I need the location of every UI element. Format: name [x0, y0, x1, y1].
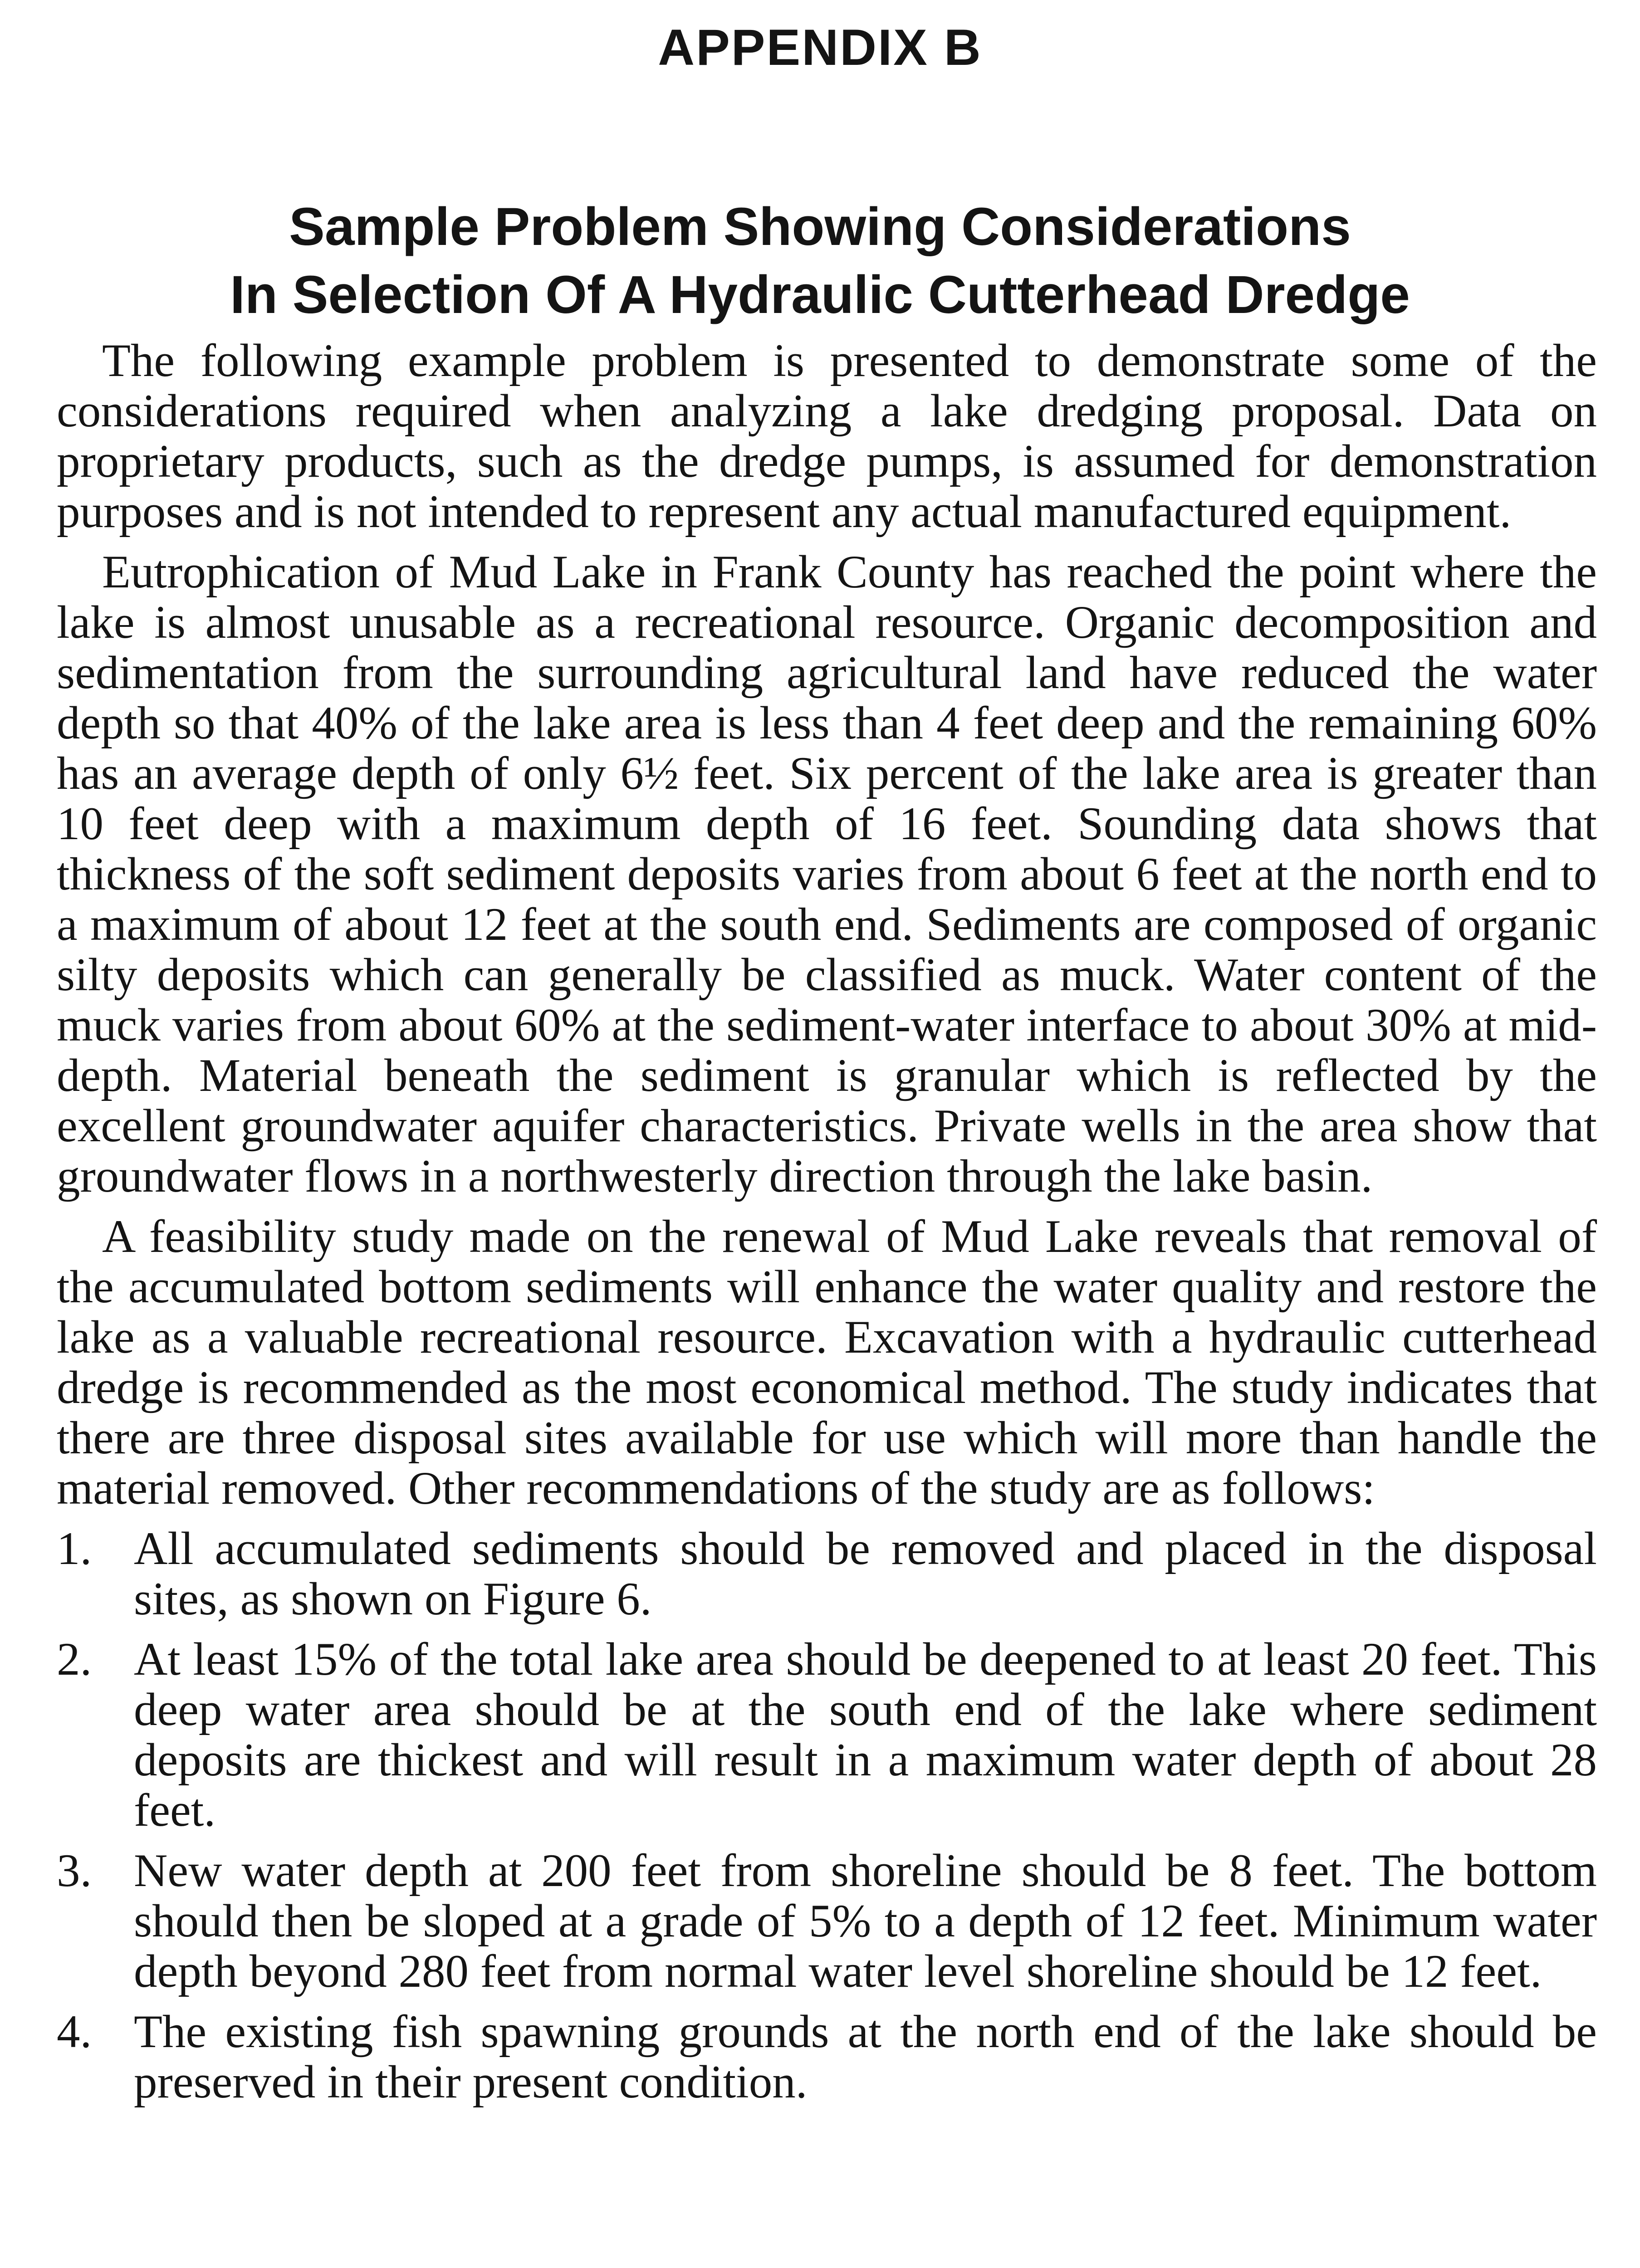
list-item-number: 1. [57, 1523, 92, 1574]
list-item [57, 1524, 1597, 1624]
title-line-2: In Selection Of A Hydraulic Cutterhead Dredge [230, 265, 1410, 325]
list-item-text: At least 15% of the total lake area should be deepened to at least 20 feet. This deep water area should be at the south end of the lake where sediment deposits are thickest and will result in a maximum water depth of about 28 feet. [134, 1633, 1597, 1836]
recommendations-list [57, 1524, 1597, 2107]
paragraph-lake-conditions: Eutrophication of Mud Lake in Frank County has reached the point where the lake is almost unusable as a recreational resource. Organic decomposition and sedimentation from the surrounding agricultural land have reduced the water depth so that 40% of the lake area is less than 4 feet deep and the remaining 60% has an average depth of only 6½ feet. Six percent of the lake area is greater than 10 feet deep with a maximum depth of 16 feet. Sounding data shows that thickness of the soft sediment deposits varies from about 6 feet at the north end to a maximum of about 12 feet at the south end. Sediments are composed of organic silty deposits which can generally be classified as muck. Water content of the muck varies from about 60% at the sediment-water interface to about 30% at mid-depth. Material beneath the sediment is granular which is reflected by the excellent groundwater aquifer characteristics. Private wells in the area show that groundwater flows in a northwesterly direction through the lake basin. [57, 546, 1597, 1202]
list-item-number: 2. [57, 1633, 92, 1685]
list-item [57, 1634, 1597, 1836]
list-item [57, 2007, 1597, 2107]
list-item-number: 4. [57, 2006, 92, 2058]
paragraph-feasibility-study: A feasibility study made on the renewal of Mud Lake reveals that removal of the accumulated bottom sediments will enhance the water quality and restore the lake as a valuable recreational resource. Excavation with a hydraulic cutterhead dredge is recommended as the most economical method. The study indicates that there are three disposal sites available for use which will more than handle the material removed. Other recommendations of the study are as follows: [57, 1211, 1597, 1514]
title-line-1: Sample Problem Showing Considerations [289, 197, 1351, 257]
list-item-text: The existing fish spawning grounds at the north end of the lake should be preserved in their present condition. [134, 2006, 1597, 2108]
list-item-text: New water depth at 200 feet from shoreline should be 8 feet. The bottom should then be sloped at a grade of 5% to a depth of 12 feet. Minimum water depth beyond 280 feet from normal water level shoreline should be 12 feet. [134, 1845, 1597, 1997]
body-text [57, 336, 1597, 2117]
paragraph-intro: The following example problem is presented to demonstrate some of the considerations required when analyzing a lake dredging proposal. Data on proprietary products, such as the dredge pumps, is assumed for demonstration purposes and is not intended to represent any actual manufactured equipment. [57, 335, 1597, 538]
page-title [0, 193, 1640, 329]
appendix-label: APPENDIX B [658, 19, 982, 76]
list-item-text: All accumulated sediments should be removed and placed in the disposal sites, as shown on Figure 6. [134, 1523, 1597, 1625]
list-item-number: 3. [57, 1845, 92, 1897]
list-item [57, 1846, 1597, 1997]
